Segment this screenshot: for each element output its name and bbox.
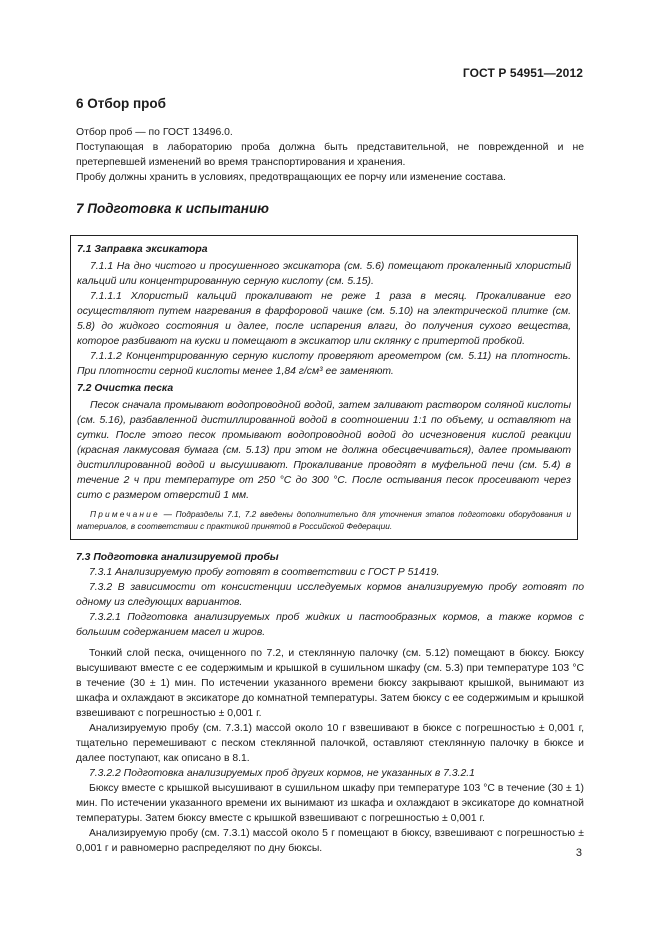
- paragraph-sand-bux-prep: Тонкий слой песка, очищенного по 7.2, и стеклянную палочку (см. 5.12) помещают в бюксу. Бюксу высушивают вместе с ее содержимым и крышкой в сушильном шкафу (см. 5.3) при температуре 103 °С в течение (30 ± 1) мин. По истечении указанного времени бюксу закрывают крышкой, вынимают из шкафа и охлаждают в эксикаторе до комнатной температуры. Затем бюксу с ее содержимым и крышкой взвешивают с погрешностью ± 0,001 г.: [76, 648, 584, 719]
- paragraph-7-1-1: 7.1.1 На дно чистого и просушенного эксикатора (см. 5.6) помещают прокаленный хлористый кальций или концентрированную серную кислоту (см. 5.15).: [77, 261, 571, 287]
- page-number: 3: [575, 847, 582, 859]
- paragraph-7-1-1-2: 7.1.1.2 Концентрированную серную кислоту проверяют ареометром (см. 5.11) на плотность. При плотности серной кислоты менее 1,84 г/см³ ее заменяют.: [77, 351, 571, 377]
- note-label: Примечание: [90, 509, 160, 519]
- section-7-title: 7 Подготовка к испытанию: [76, 201, 269, 216]
- section-6-paragraph-2: Поступающая в лабораторию проба должна быть представительной, не поврежденной и не претерпевшей изменений во время транспортирования и хранения.: [76, 142, 584, 168]
- note-text: — Подразделы 7.1, 7.2 введены дополнительно для уточнения этапов подготовки оборудования и материалов, в соответствии с практикой принятой в Российской Федерации.: [77, 509, 572, 531]
- subsection-7-3-title: 7.3 Подготовка анализируемой пробы: [76, 552, 279, 563]
- paragraph-7-2: Песок сначала промывают водопроводной водой, затем заливают раствором соляной кислоты (см. 5.16), разбавленной дистиллированной водой в соотношении 1:1 по объему, и оставляют на сутки. После этого песок промывают водопроводной водой до исчезновения кислой реакции (красная лакмусовая бумага (см. 5.13) при этом не должна обесцвечиваться), далее промывают дистиллированной водой и высушивают. Прокаливание проводят в муфельной печи (см. 5.4) в течение 2 ч при температуре от 250 °С до 300 °С. После остывания песок просеивают через сито с размером отверстий 1 мм.: [77, 400, 571, 501]
- paragraph-7-3-2: 7.3.2 В зависимости от консистенции исследуемых кормов анализируемую пробу готовят по одному из следующих вариантов.: [76, 582, 584, 608]
- section-6-paragraph-3: Пробу должны хранить в условиях, предотвращающих ее порчу или изменение состава.: [76, 172, 506, 183]
- note: [77, 508, 571, 532]
- subsection-7-1-title: 7.1 Заправка эксикатора: [77, 244, 208, 255]
- paragraph-bux-drying: Бюксу вместе с крышкой высушивают в сушильном шкафу при температуре 103 °С в течение (30 ± 1) мин. По истечении указанного времени их вынимают из шкафа и охлаждают в эксикаторе до комнатной температуры. Затем бюксу вместе с крышкой взвешивают с погрешностью ± 0,001 г.: [76, 783, 584, 824]
- paragraph-sample-weighing-10g: Анализируемую пробу (см. 7.3.1) массой около 10 г взвешивают в бюксе с погрешностью ± 0,001 г, тщательно перемешивают с песком стеклянной палочкой, оставляют стеклянную палочку в бюксе и далее поступают, как описано в 8.1.: [76, 723, 584, 764]
- document-number: ГОСТ Р 54951—2012: [462, 66, 583, 80]
- paragraph-sample-weighing-5g: Анализируемую пробу (см. 7.3.1) массой около 5 г помещают в бюксу, взвешивают с погрешностью ± 0,001 г и равномерно распределяют по дну бюксы.: [76, 828, 584, 854]
- section-6-title: 6 Отбор проб: [76, 96, 166, 111]
- paragraph-7-3-2-2: 7.3.2.2 Подготовка анализируемых проб других кормов, не указанных в 7.3.2.1: [89, 768, 475, 779]
- added-subsections-box: [70, 235, 578, 540]
- section-6-paragraph-1: Отбор проб — по ГОСТ 13496.0.: [76, 127, 233, 138]
- paragraph-7-3-1: 7.3.1 Анализируемую пробу готовят в соответствии с ГОСТ Р 51419.: [89, 567, 440, 578]
- subsection-7-2-title: 7.2 Очистка песка: [77, 383, 174, 394]
- paragraph-7-3-2-1: 7.3.2.1 Подготовка анализируемых проб жидких и пастообразных кормов, а также кормов с большим содержанием масел и жиров.: [76, 612, 584, 638]
- paragraph-7-1-1-1: 7.1.1.1 Хлористый кальций прокаливают не реже 1 раза в месяц. Прокаливание его осуществляют путем нагревания в фарфоровой чашке (см. 5.10) на электрической плитке (см. 5.8) до жидкого состояния и далее, после испарения влаги, до получения сухого вещества, которое разбивают на куски и помещают в эксикатор или склянку с притертой пробкой.: [77, 291, 571, 347]
- page-content: [76, 95, 584, 856]
